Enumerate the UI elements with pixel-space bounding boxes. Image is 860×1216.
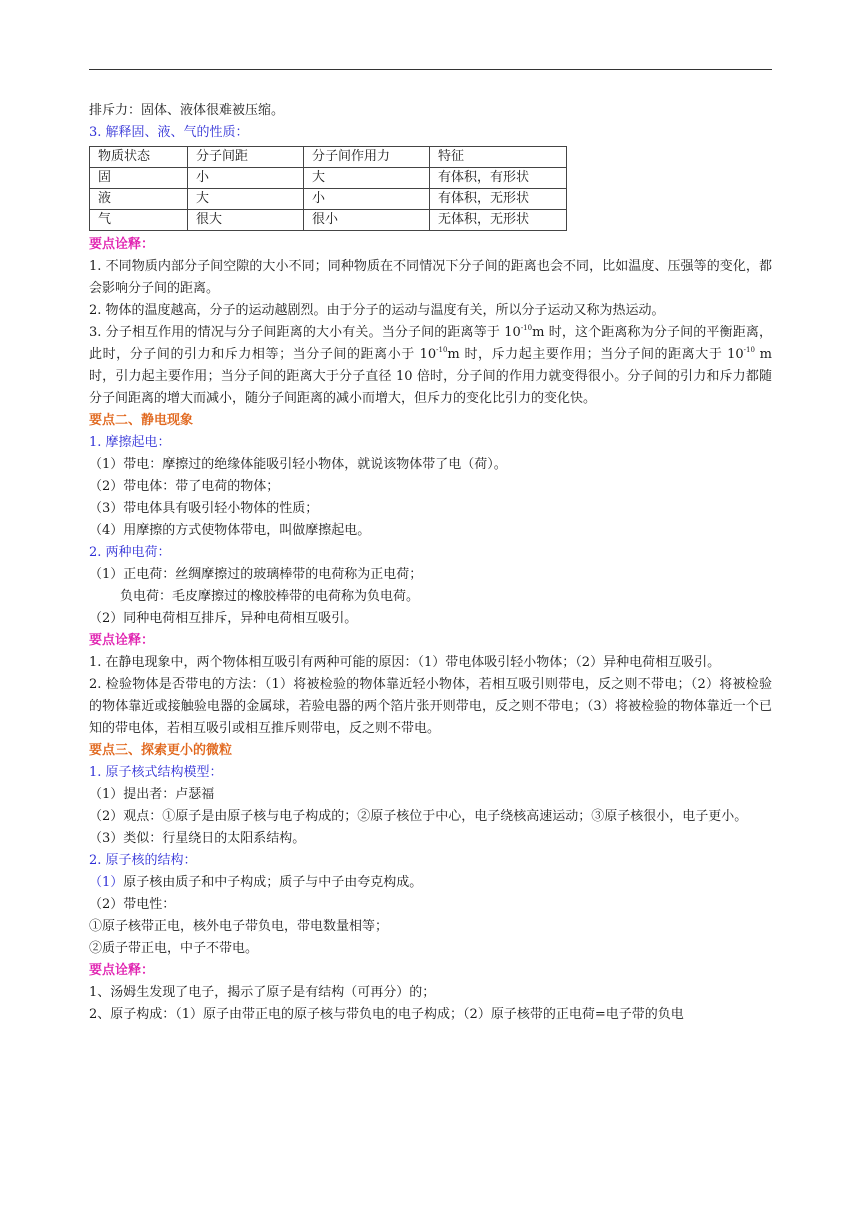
table-cell: 小 (304, 189, 430, 210)
table-cell: 有体积，有形状 (430, 168, 567, 189)
heading-friction-charging: 1. 摩擦起电： (89, 435, 171, 450)
table-cell: 有体积，无形状 (430, 189, 567, 210)
table-cell: 液 (90, 189, 188, 210)
header-rule (89, 69, 772, 70)
table-row (90, 168, 567, 189)
list-item: 负电荷：毛皮摩擦过的橡胶棒带的电荷称为负电荷。 (120, 589, 420, 604)
list-item: （1）提出者：卢瑟福 (89, 787, 215, 802)
note-text: m 时，这个距离称为分子间的平衡距离，此时，分子间的引力和斥力相等；当分子间的距离小于 10 (89, 325, 772, 362)
note-text: m 时，引力起主要作用；当分子间的距离大于分子直径 10 倍时，分子间的作用力就变得很小。分子间的引力和斥力都随分子间距离的增大而减小，随分子间距离的减小而增大，但斥力的变化比引力的变化快。 (89, 347, 772, 406)
heading-nucleus-structure: 2. 原子核的结构： (89, 853, 197, 868)
table-cell: 小 (188, 168, 304, 189)
table-cell: 固 (90, 168, 188, 189)
note-paragraph: 2. 检验物体是否带电的方法：（1）将被检验的物体靠近轻小物体，若相互吸引则带电，反之则不带电；（2）将被检验的物体靠近或接触验电器的金属球，若验电器的两个箔片张开则带电，反之则不带电；（3）将被检验的物体靠近一个已知的带电体，若相互吸引或相互推斥则带电，反之则不带电。 (89, 677, 772, 736)
note-paragraph: 2、原子构成：（1）原子由带正电的原子核与带负电的电子构成；（2）原子核带的正电荷=电子带的负电 (89, 1007, 684, 1022)
table-header-cell: 特征 (430, 147, 567, 168)
note-text: 3. 分子相互作用的情况与分子间距离的大小有关。当分子间的距离等于 10 (89, 325, 521, 340)
table-cell: 很小 (304, 210, 430, 231)
list-item: ①原子核带正电，核外电子带负电，带电数量相等； (89, 919, 389, 934)
table-cell: 大 (304, 168, 430, 189)
note-paragraph: 1. 不同物质内部分子间空隙的大小不同；同种物质在不同情况下分子间的距离也会不同，比如温度、压强等的变化，都会影响分子间的距离。 (89, 259, 772, 296)
heading-nuclear-model: 1. 原子核式结构模型： (89, 765, 223, 780)
table-cell: 大 (188, 189, 304, 210)
table-row (90, 189, 567, 210)
document-body (89, 100, 772, 1026)
table-cell: 很大 (188, 210, 304, 231)
heading-states-of-matter: 3. 解释固、液、气的性质： (89, 125, 249, 140)
note-paragraph: 2. 物体的温度越高，分子的运动越剧烈。由于分子的运动与温度有关，所以分子运动又称为热运动。 (89, 303, 665, 318)
heading-two-charges: 2. 两种电荷： (89, 545, 171, 560)
list-item: （2）观点：①原子是由原子核与电子构成的；②原子核位于中心，电子绕核高速运动；③原子核很小，电子更小。 (89, 809, 748, 824)
key-note-title: 要点诠释： (89, 963, 155, 978)
list-item (89, 872, 772, 894)
exponent: -10 (743, 345, 755, 354)
table-header-row (90, 147, 567, 168)
list-item: （2）带电性： (89, 897, 176, 912)
item-text: 原子核由质子和中子构成；质子与中子由夸克构成。 (123, 875, 423, 890)
item-number: （1） (89, 875, 124, 890)
note-paragraph-molecular-force (89, 322, 772, 410)
key-note-title: 要点诠释： (89, 237, 155, 252)
list-item: （1）正电荷：丝绸摩擦过的玻璃棒带的电荷称为正电荷； (89, 567, 423, 582)
note-paragraph: 1. 在静电现象中，两个物体相互吸引有两种可能的原因：（1）带电体吸引轻小物体；（2）异种电荷相互吸引。 (89, 655, 721, 670)
list-item: （2）带电体：带了电荷的物体； (89, 479, 280, 494)
note-text: m 时，斥力起主要作用；当分子间的距离大于 10 (447, 347, 744, 362)
list-item: （2）同种电荷相互排斥，异种电荷相互吸引。 (89, 611, 358, 626)
list-item: （3）类似：行星绕日的太阳系结构。 (89, 831, 306, 846)
repulsion-line: 排斥力：固体、液体很难被压缩。 (89, 103, 285, 118)
exponent: -10 (520, 323, 533, 332)
key-note-title: 要点诠释： (89, 633, 155, 648)
section-title-smaller-particles: 要点三、探索更小的微粒 (89, 743, 233, 758)
note-paragraph: 1、汤姆生发现了电子，揭示了原子是有结构（可再分）的； (89, 985, 436, 1000)
exponent: -10 (436, 345, 448, 354)
table-row (90, 210, 567, 231)
table-header-cell: 物质状态 (90, 147, 188, 168)
table-cell: 无体积，无形状 (430, 210, 567, 231)
list-item: ②质子带正电，中子不带电。 (89, 941, 259, 956)
table-header-cell: 分子间作用力 (304, 147, 430, 168)
section-title-electrostatics: 要点二、静电现象 (89, 413, 194, 428)
list-item: （4）用摩擦的方式使物体带电，叫做摩擦起电。 (89, 523, 371, 538)
states-table (89, 146, 567, 231)
list-item: （1）带电：摩擦过的绝缘体能吸引轻小物体，就说该物体带了电（荷）。 (89, 457, 507, 472)
list-item: （3）带电体具有吸引轻小物体的性质； (89, 501, 319, 516)
table-cell: 气 (90, 210, 188, 231)
table-header-cell: 分子间距 (188, 147, 304, 168)
